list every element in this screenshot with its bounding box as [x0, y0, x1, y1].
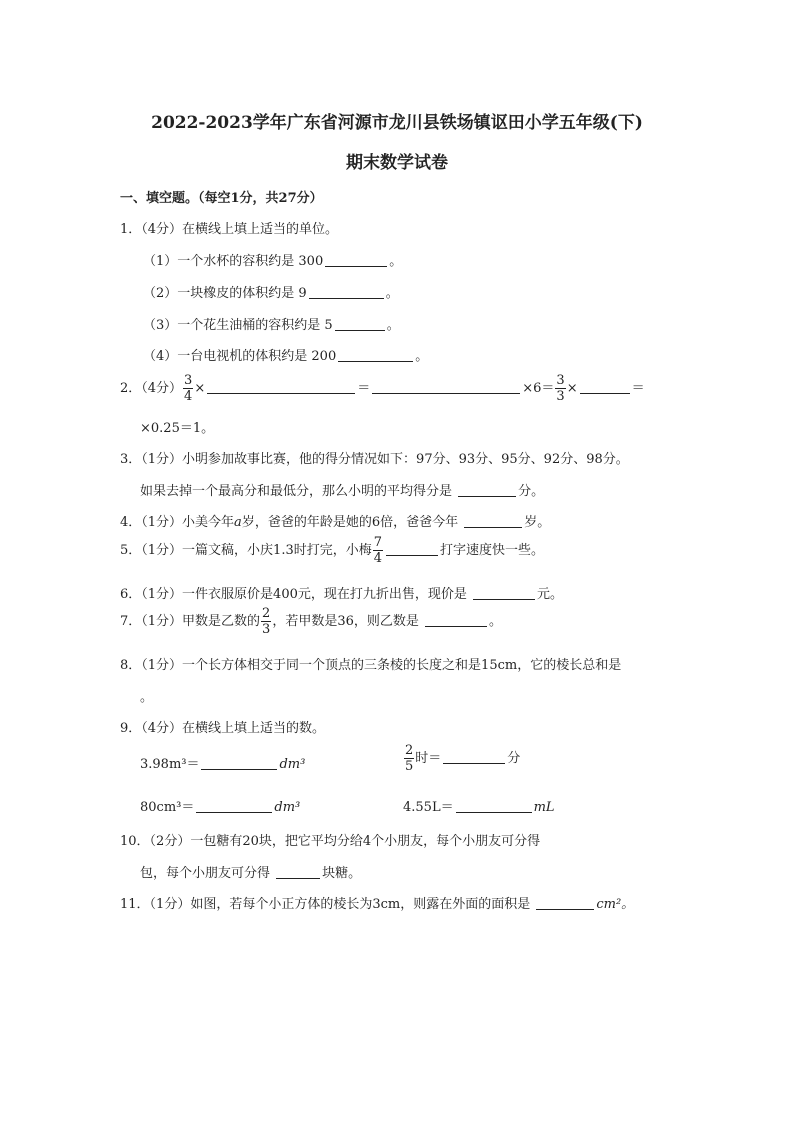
- equals-sign: ＝: [357, 381, 371, 396]
- question-6: [120, 583, 563, 602]
- question-1-item-4: [143, 345, 428, 364]
- answer-blank[interactable]: [458, 495, 516, 497]
- fraction: [183, 374, 193, 403]
- exam-subtitle: 期末数学试卷: [346, 153, 448, 173]
- numerator: 2: [262, 606, 271, 621]
- answer-blank[interactable]: [386, 554, 438, 556]
- fraction: [404, 744, 414, 773]
- item-end: 。: [386, 318, 400, 333]
- item-text: （3）一个花生油桶的容积约是 5: [143, 318, 333, 333]
- question-10: 10．（2分）一包糖有20块，把它平均分给4个小朋友，每个小朋友可分得: [120, 834, 541, 849]
- item-text: 80cm³＝: [140, 800, 195, 815]
- numerator: 3: [184, 373, 193, 388]
- answer-blank[interactable]: [443, 762, 505, 764]
- question-8-line-2: 。: [140, 690, 154, 705]
- denominator: 3: [556, 389, 565, 404]
- fraction: [261, 607, 271, 636]
- answer-blank[interactable]: [335, 329, 385, 331]
- item-end: 岁。: [524, 515, 551, 530]
- item-text: 4．（1分）小美今年: [120, 515, 235, 530]
- question-7: [120, 607, 502, 636]
- answer-blank[interactable]: [207, 392, 355, 394]
- question-5: [120, 536, 544, 565]
- question-4: [120, 511, 550, 530]
- exam-title: 2022-2023学年广东省河源市龙川县铁场镇讴田小学五年级(下): [151, 113, 643, 133]
- answer-blank[interactable]: [309, 297, 384, 299]
- fraction: [555, 374, 565, 403]
- item-end: 。: [385, 286, 399, 301]
- question-lead: 2．（4分）: [120, 381, 183, 396]
- question-9-item-4: [403, 796, 555, 815]
- item-text: 3.98m³＝: [140, 757, 200, 772]
- fraction: [373, 536, 383, 565]
- times-sign: ×: [566, 381, 578, 396]
- item-text: 如果去掉一个最高分和最低分，那么小明的平均得分是: [140, 484, 453, 499]
- question-1-item-2: [143, 282, 399, 301]
- item-end: 。: [389, 254, 403, 269]
- answer-blank[interactable]: [201, 768, 277, 770]
- question-1: 1．（4分）在横线上填上适当的单位。: [120, 222, 339, 237]
- unit: mL: [533, 800, 555, 815]
- item-text: （2）一块橡皮的体积约是 9: [143, 286, 307, 301]
- question-3: 3．（1分）小明参加故事比赛，他的得分情况如下：97分、93分、95分、92分、98分。: [120, 452, 629, 467]
- question-1-item-3: [143, 314, 400, 333]
- item-end: 块糖。: [322, 866, 362, 881]
- answer-blank[interactable]: [372, 392, 520, 394]
- question-8: 8．（1分）一个长方体相交于同一个顶点的三条棱的长度之和是15cm，它的棱长总和是: [120, 658, 622, 673]
- answer-blank[interactable]: [276, 877, 320, 879]
- item-text: 11．（1分）如图，若每个小正方体的棱长为3cm，则露在外面的面积是: [120, 897, 531, 912]
- unit: 分: [507, 751, 521, 766]
- item-text: 4.55L＝: [403, 800, 454, 815]
- item-text: （1）一个水杯的容积约是 300: [143, 254, 324, 269]
- question-11: [120, 893, 634, 912]
- numerator: 2: [405, 743, 414, 758]
- question-2: [120, 374, 645, 403]
- item-end: 。: [415, 349, 429, 364]
- question-3-line-2: [140, 480, 544, 499]
- denominator: 4: [184, 389, 193, 404]
- item-text: 7．（1分）甲数是乙数的: [120, 614, 261, 629]
- numerator: 3: [556, 373, 565, 388]
- question-9-item-3: [140, 796, 300, 815]
- item-end: 打字速度快一些。: [440, 543, 545, 558]
- item-text: 岁，爸爸的年龄是她的6倍，爸爸今年: [241, 515, 459, 530]
- denominator: 3: [262, 622, 271, 637]
- answer-blank[interactable]: [196, 811, 272, 813]
- answer-blank[interactable]: [536, 908, 594, 910]
- question-10-line-2: [140, 862, 361, 881]
- question-2-line-2: ×0.25＝1。: [140, 421, 215, 436]
- question-9-item-2: [403, 744, 520, 773]
- item-end: 。: [489, 614, 503, 629]
- item-text: 包，每个小朋友可分得: [140, 866, 271, 881]
- denominator: 4: [373, 551, 382, 566]
- unit: dm³: [274, 800, 301, 815]
- equals-sign: ＝: [631, 381, 645, 396]
- answer-blank[interactable]: [338, 360, 413, 362]
- answer-blank[interactable]: [325, 265, 387, 267]
- question-9: 9．（4分）在横线上填上适当的数。: [120, 721, 326, 736]
- item-text: 时＝: [415, 751, 442, 766]
- answer-blank[interactable]: [464, 526, 522, 528]
- times-sign: ×: [194, 381, 206, 396]
- answer-blank[interactable]: [473, 598, 535, 600]
- answer-blank[interactable]: [425, 625, 487, 627]
- section-heading: 一、填空题。（每空1分，共27分）: [120, 191, 323, 206]
- item-text: （4）一台电视机的体积约是 200: [143, 349, 337, 364]
- variable: a: [234, 515, 242, 530]
- unit: cm²。: [596, 897, 635, 912]
- question-9-item-1: [140, 753, 305, 772]
- answer-blank[interactable]: [580, 392, 630, 394]
- times-six: ×6＝: [522, 381, 555, 396]
- item-text: 6．（1分）一件衣服原价是400元，现在打九折出售，现价是: [120, 587, 467, 602]
- item-text: ，若甲数是36，则乙数是: [272, 614, 419, 629]
- numerator: 7: [373, 535, 382, 550]
- item-text: 5．（1分）一篇文稿，小庆1.3时打完，小梅: [120, 543, 372, 558]
- item-end: 分。: [518, 484, 545, 499]
- item-end: 元。: [537, 587, 564, 602]
- denominator: 5: [405, 759, 414, 774]
- answer-blank[interactable]: [456, 811, 532, 813]
- question-1-item-1: [143, 250, 402, 269]
- unit: dm³: [279, 757, 306, 772]
